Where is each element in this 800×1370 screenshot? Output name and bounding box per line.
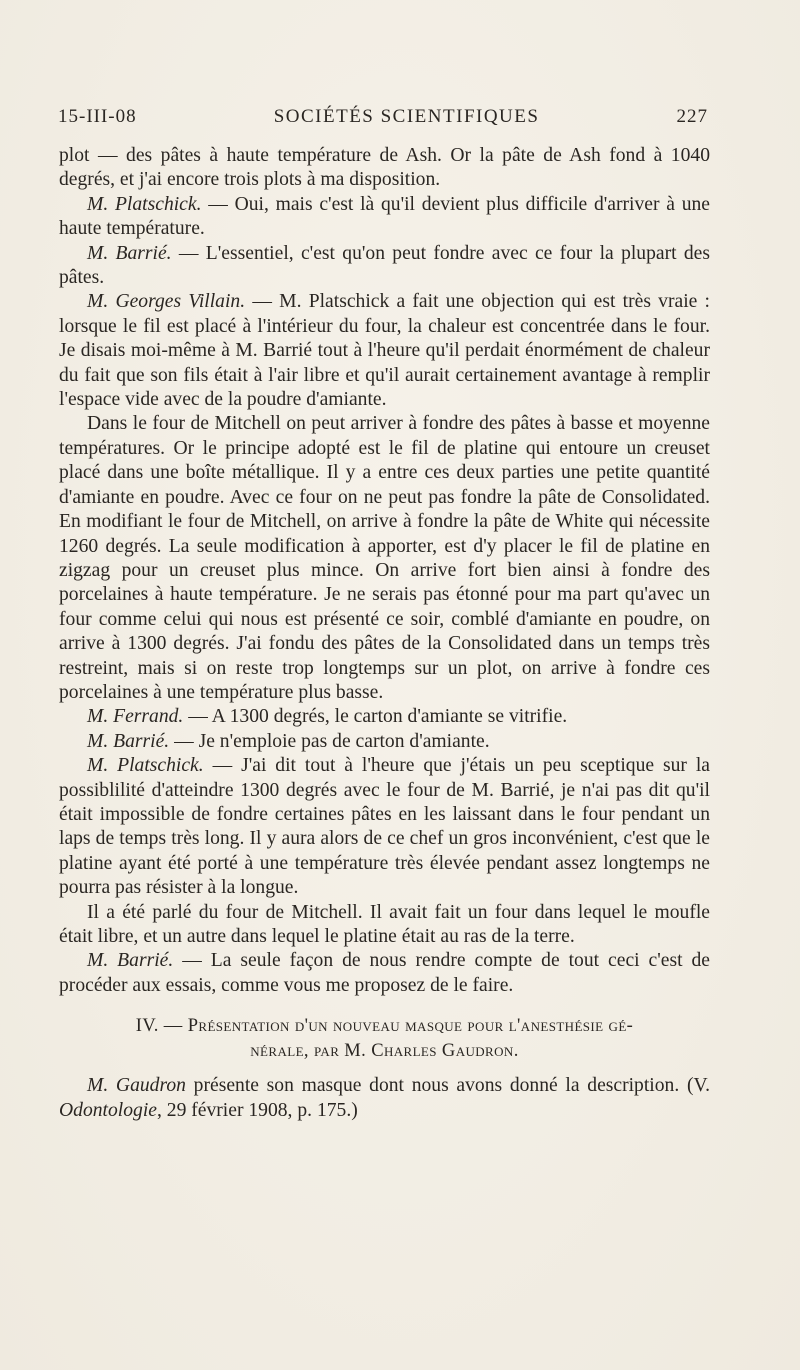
paragraph-text: Dans le four de Mitchell on peut arriver à fondre des pâtes à basse et moyenne températures. Or le principe adopté est le fil de platine qui entoure un creuset placé dans une boîte métallique. Il y a entre ces deux parties une petite quantité d'amiante en poudre. Avec ce four on ne peut pas fondre la pâte de Consolidated. En modifiant le four de Mitchell, on arrive à fondre la pâte de White qui nécessite 1260 degrés. La seule modification à apporter, est d'y placer le fil de platine en zigzag pour un creuset plus mince. On arrive fort bien ainsi à fondre des porcelaines à haute température. Je ne serais pas étonné pour ma part qu'avec un four comme celui qui nous est présenté ce soir, comblé d'amiante en poudre, on arrive à 1300 degrés. J'ai fondu des pâtes de la Consolidated dans un temps très restreint, mais si on reste trop longtemps sur un plot, on arrive à fondre ces porcelaines à une température plus basse. (59, 413, 710, 703)
running-header (58, 106, 708, 128)
paragraph (59, 754, 710, 900)
paragraph (59, 730, 710, 754)
paragraph (59, 242, 710, 291)
journal-name: Odontologie (59, 1099, 157, 1121)
paragraph-text: — La seule façon de nous rendre compte de tout ceci c'est de procéder aux essais, comme vous me proposez de le faire. (59, 950, 710, 996)
section-title-line: IV. — Présentation d'un nouveau masque pour l'anesthésie gé- (135, 1016, 634, 1037)
paragraph-text: , 29 février 1908, p. 175.) (156, 1099, 358, 1121)
speaker-name: M. Barrié. (87, 242, 172, 264)
speaker-name: M. Platschick. (87, 755, 204, 777)
paragraph (59, 412, 710, 705)
speaker-name: M. Ferrand. (87, 706, 184, 728)
speaker-name: M. Georges Villain. (87, 291, 246, 313)
speaker-name: M. Gaudron (87, 1075, 186, 1097)
paragraph (59, 949, 710, 998)
paragraph (59, 901, 710, 950)
closing-paragraph (59, 1074, 710, 1123)
paragraph-text: — L'essentiel, c'est qu'on peut fondre avec ce four la plupart des pâtes. (59, 242, 710, 289)
speaker-name: M. Barrié. (87, 950, 174, 972)
speaker-name: M. Barrié. (87, 730, 170, 752)
section-title-line: nérale, par M. Charles Gaudron. (250, 1041, 519, 1062)
paragraph (59, 705, 710, 729)
paragraph (59, 290, 710, 412)
paragraph-text: plot — des pâtes à haute température de Ash. Or la pâte de Ash fond à 1040 degrés, et j'ai encore trois plots à ma disposition. (59, 145, 710, 191)
paragraph-text: présente son masque dont nous avons donné la description. (V. (185, 1075, 710, 1097)
paragraph-text: — Oui, mais c'est là qu'il devient plus difficile d'arriver à une haute température. (59, 193, 710, 240)
page-number: 227 (676, 106, 708, 127)
paragraph-text: — A 1300 degrés, le carton d'amiante se vitrifie. (183, 706, 568, 728)
paragraph-text: — J'ai dit tout à l'heure que j'étais un peu sceptique sur la possiblilité d'atteindre 1300 degrés avec le four de M. Barrié, je n'ai pas dit qu'il était impossible de fondre certaines pâtes en les laissant dans le four pendant un laps de temps très long. Il y aura alors de ce chef un gros inconvénient, c'est que le platine ayant été porté à une température très élevée pendant assez longtemps ne pourra pas résister à la longue. (59, 755, 710, 899)
paragraph-text: — M. Platschick a fait une objection qui est très vraie : lorsque le fil est placé à l'intérieur du four, la chaleur est concentrée dans le four. Je disais moi-même à M. Barrié tout à l'heure qu'il perdait énormément de chaleur du fait que son fils était à l'air libre et qu'il aurait certainement avantage à remplir l'espace vide avec de la poudre d'amiante. (59, 291, 710, 411)
paragraph-text: Il a été parlé du four de Mitchell. Il avait fait un four dans lequel le moufle était libre, et un autre dans lequel le platine était au ras de la terre. (59, 901, 710, 947)
section-title (59, 1014, 710, 1064)
paragraph (59, 193, 710, 242)
speaker-name: M. Platschick. (87, 193, 202, 215)
article-body (59, 144, 710, 1123)
header-date: 15-III-08 (58, 106, 137, 127)
paragraph-text: — Je n'emploie pas de carton d'amiante. (169, 730, 490, 752)
header-section: SOCIÉTÉS SCIENTIFIQUES (273, 106, 540, 127)
paragraph (59, 144, 710, 193)
